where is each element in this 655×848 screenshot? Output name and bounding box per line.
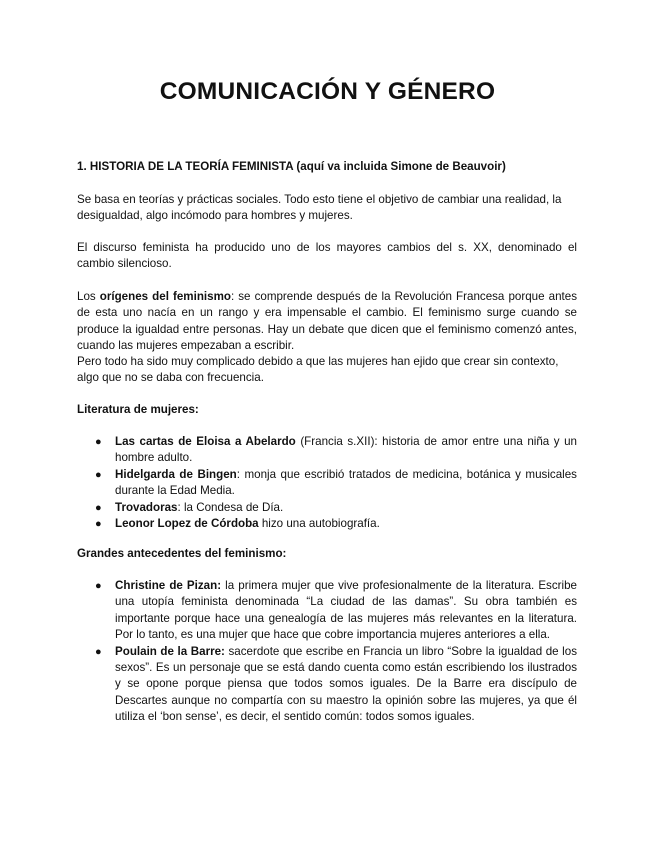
bullet-icon: ●	[95, 436, 102, 448]
list-item-text: (Francia s.XII): historia de amor entre una niña y un hombre adulto.	[115, 435, 577, 465]
literatura-list	[77, 434, 577, 532]
list-item-bold: Poulain de la Barre:	[115, 644, 225, 658]
paragraph-3-text: : se comprende después de la Revolución Francesa porque antes de esta uno nacía en un rango y era impensable el cambio. El feminismo surge cuando se produce la igualdad entre personas. Hay un debate que dicen que el feminismo comenzó antes, cuando las mujeres empezaban a escribir.	[77, 290, 577, 353]
list-item	[77, 644, 577, 726]
list-item-bold: Hidelgarda de Bingen	[115, 467, 237, 481]
paragraph-4: Pero todo ha sido muy complicado debido a que las mujeres han ejido que crear sin contexto, algo que no se daba con frecuencia.	[77, 355, 559, 385]
bullet-icon: ●	[95, 518, 102, 531]
list-item	[77, 434, 577, 467]
list-item-bold: Christine de Pizan:	[115, 579, 222, 592]
list-item-text: sacerdote que escribe en Francia un libro “Sobre la igualdad de los sexos”. Es un personaje que se está dando cuenta como están escribiendo los ilustrados y se opone porque piensa que todos somos iguales. De la Barre era discípulo de Descartes aunque no compartía con su maestro la opinión sobre las mujeres, ya que él utiliza el ‘bon sense’, es decir, el sentido común: todos somos iguales.	[115, 644, 577, 724]
bullet-icon: ●	[95, 645, 102, 658]
list-item	[77, 500, 577, 516]
heading-literatura: Literatura de mujeres:	[77, 403, 199, 416]
paragraph-2: El discurso feminista ha producido uno de los mayores cambios del s. XX, denominado el cambio silencioso.	[77, 241, 577, 271]
list-item	[77, 516, 577, 532]
heading-antecedentes: Grandes antecedentes del feminismo:	[77, 547, 287, 560]
paragraph-3-bold: orígenes del feminismo	[99, 290, 231, 303]
list-item-text: la primera mujer que vive profesionalmente de la literatura. Escribe una utopía feminista denominada “La ciudad de las damas”. Su obra también es importante porque hace una genealogía de las mujeres más relevantes en la literatura. Por lo tanto, es una mujer que hace que cobre importancia mujeres anteriores a ella.	[115, 579, 577, 642]
paragraph-3-prefix: Los	[77, 290, 100, 303]
section-heading-history: 1. HISTORIA DE LA TEORÍA FEMINISTA (aquí va incluida Simone de Beauvoir)	[77, 160, 506, 173]
paragraph-1: Se basa en teorías y prácticas sociales. Todo esto tiene el objetivo de cambiar una realidad, la desigualdad, algo incómodo para hombres y mujeres.	[77, 193, 562, 223]
list-item-text: hizo una autobiografía.	[258, 517, 380, 531]
antecedentes-list	[77, 578, 577, 726]
list-item	[77, 467, 577, 500]
list-item-text: : la Condesa de Día.	[177, 500, 284, 514]
list-item-bold: Trovadoras	[115, 500, 178, 514]
list-item-bold: Las cartas de Eloisa a Abelardo	[115, 435, 296, 448]
document-title: COMUNICACIÓN Y GÉNERO	[159, 78, 496, 105]
bullet-icon: ●	[95, 468, 102, 481]
list-item	[77, 578, 577, 644]
paragraph-3	[77, 289, 577, 355]
bullet-icon: ●	[95, 501, 102, 514]
list-item-text: : monja que escribió tratados de medicina, botánica y musicales durante la Edad Media.	[115, 467, 577, 498]
list-item-bold: Leonor Lopez de Córdoba	[115, 517, 259, 531]
bullet-icon: ●	[95, 580, 102, 592]
